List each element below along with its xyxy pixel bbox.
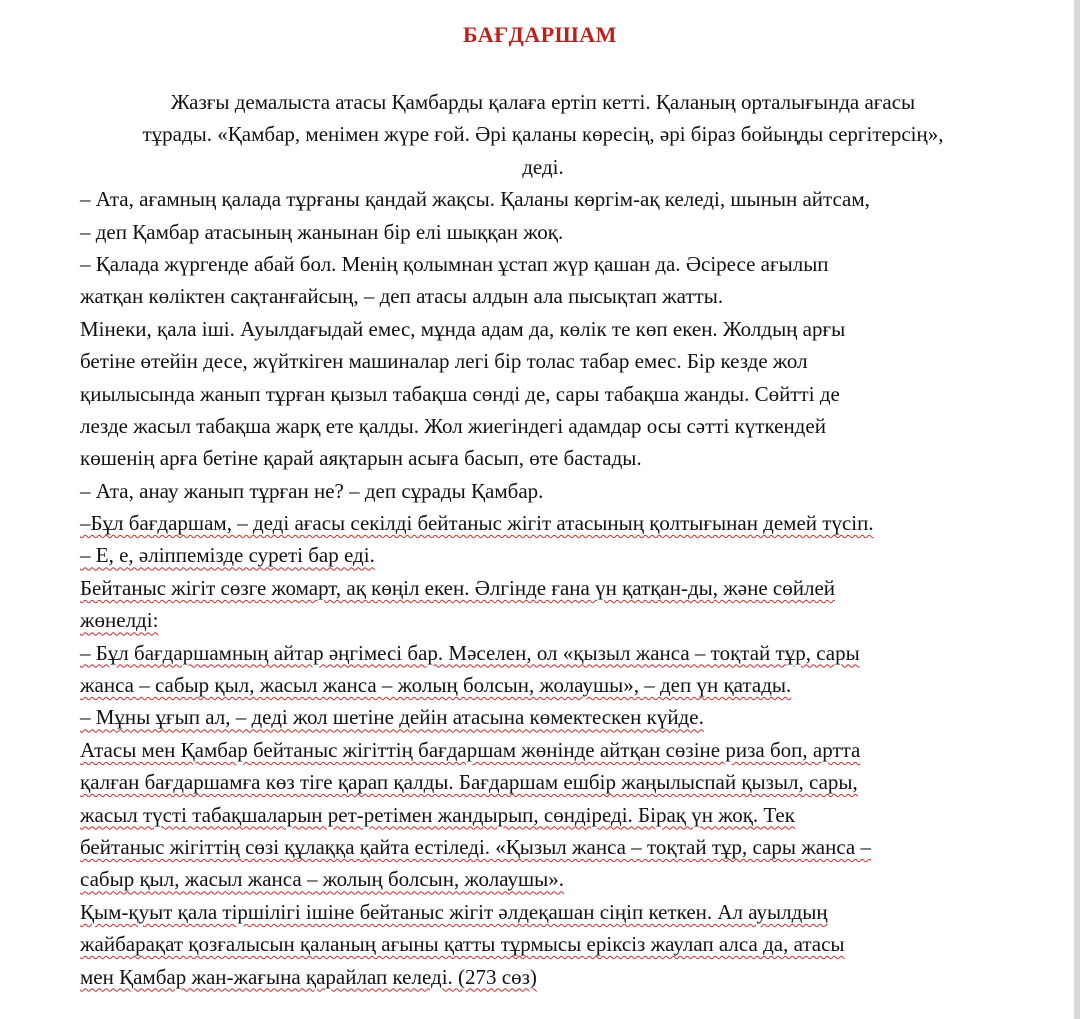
intro-line: Жазғы демалыста атасы Қамбарды қалаға ертіп кетті. Қаланың орталығында ағасы [170,90,916,114]
text-line: қиылысында жанып тұрған қызыл табақша сөнді де, сары табақша жанды. Сөйтті де [80,381,840,406]
text-line: қалған бағдаршамға көз тіге қарап қалды. Бағдаршам ешбір жаңылыспай қызыл, сары, [80,770,858,795]
text-line: жатқан көліктен сақтанғайсың, – деп атасы алдын ала пысықтап жатты. [80,284,724,309]
text-line: мен Қамбар жан-жағына қарайлап келеді. (273 сөз) [80,964,537,989]
intro-line: тұрады. «Қамбар, менімен жүре ғой. Әрі қаланы көресің, әрі біраз бойыңды сергітерсің», [142,122,944,147]
text-line: – Мұны ұғып ал, – деді жол шетіне дейін атасына көмектескен күйде. [80,705,704,730]
text-line: Бейтаныс жігіт сөзге жомарт, ақ көңіл екен. Әлгінде ғана үн қатқан-ды, және сөйлей [80,575,836,600]
text-line: – Ата, анау жанып тұрған не? – деп сұрады Қамбар. [80,478,544,503]
text-line: бетіне өтейін десе, жүйткіген машиналар легі бір толас табар емес. Бір кезде жол [80,349,808,374]
text-line: жөнелді: [80,608,159,633]
text-line: Атасы мен Қамбар бейтаныс жігіттің бағдаршам жөнінде айтқан сөзіне риза боп, артта [80,737,861,762]
text-line: сабыр қыл, жасыл жанса – жолың болсын, жолаушы». [80,867,565,892]
document-body [80,86,1006,993]
document-title: БАҒДАРШАМ [463,22,617,47]
text-line: жайбарақат қозғалысын қаланың ағыны қатты тұрмысы еріксіз жаулап алса да, атасы [80,932,845,957]
text-line: – Ата, ағамның қалада тұрғаны қандай жақсы. Қаланы көргім-ақ келеді, шынын айтсам, [80,187,870,212]
text-line: –Бұл бағдаршам, – деді ағасы секілді бейтаныс жігіт атасының қолтығынан демей түсіп. [80,511,874,536]
text-line: – Бұл бағдаршамның айтар әңгімесі бар. Мәселен, ол «қызыл жанса – тоқтай тұр, сары [80,640,860,665]
text-line: Қым-қуыт қала тіршілігі ішіне бейтаныс жігіт әлдеқашан сіңіп кеткен. Ал ауылдың [80,899,828,924]
text-line: жасыл түсті табақшаларын рет-ретімен жандырып, сөндіреді. Бірақ үн жоқ. Тек [80,802,795,827]
text-line: – Е, е, әліппемізде суреті бар еді. [80,543,375,568]
intro-line: деді. [522,154,564,179]
text-line: – Қалада жүргенде абай бол. Менің қолымнан ұстап жүр қашан да. Әсіресе ағылып [80,251,829,276]
page-edge [1074,0,1080,1019]
text-line: лезде жасыл табақша жарқ ете қалды. Жол жиегіндегі адамдар осы сәтті күткендей [80,413,826,438]
text-line: – деп Қамбар атасының жанынан бір елі шыққан жоқ. [80,219,564,244]
text-line: бейтаныс жігіттің сөзі құлаққа қайта естіледі. «Қызыл жанса – тоқтай тұр, сары жанса – [80,834,871,859]
text-line: жанса – сабыр қыл, жасыл жанса – жолың болсын, жолаушы», – деп үн қатады. [80,673,792,698]
text-line: Мінеки, қала іші. Ауылдағыдай емес, мұнда адам да, көлік те көп екен. Жолдың арғы [80,316,846,341]
text-line: көшенің арға бетіне қарай аяқтарын асыға басып, өте бастады. [80,446,642,471]
